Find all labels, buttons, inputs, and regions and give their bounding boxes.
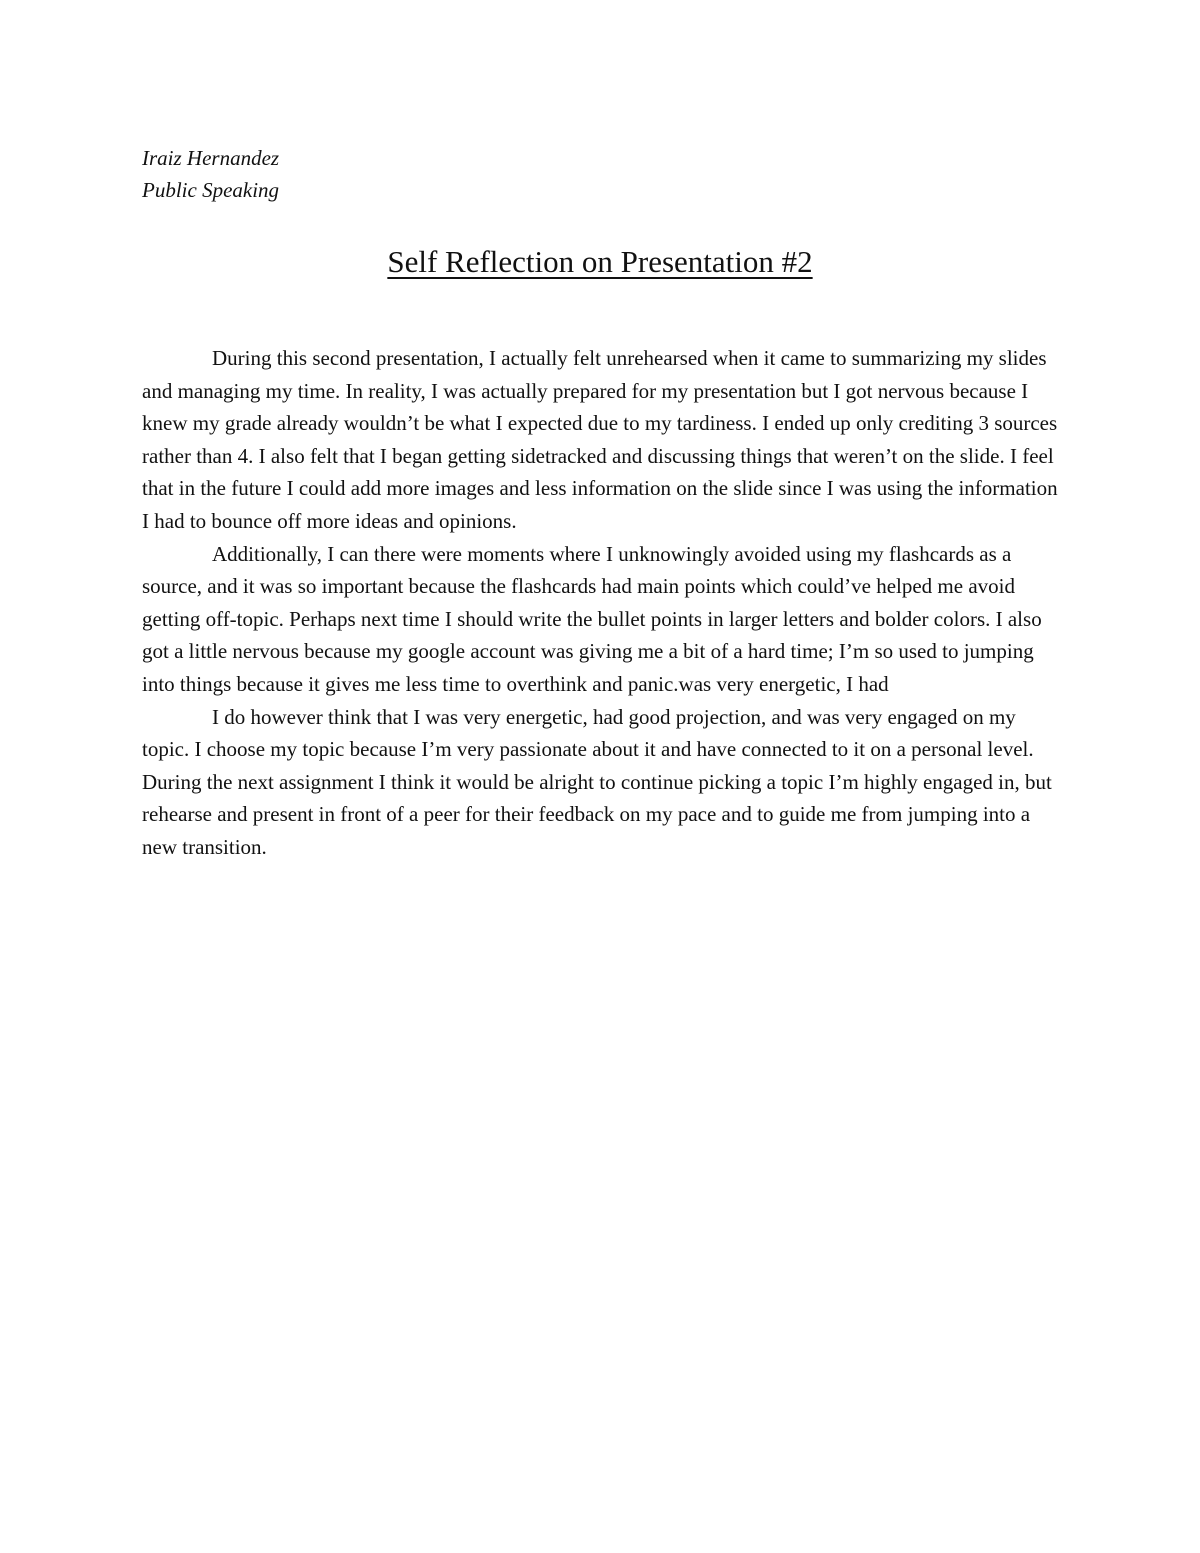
body-paragraph: I do however think that I was very energetic, had good projection, and was very engaged on my topic. I choose my topic because I’m very passionate about it and have connected to it on a personal level. During the next assignment I think it would be alright to continue picking a topic I’m highly engaged in, but rehearse and present in front of a peer for their feedback on my pace and to guide me from jumping into a new transition. bbox=[142, 704, 1052, 859]
document-title: Self Reflection on Presentation #2 bbox=[387, 244, 813, 279]
document-header bbox=[142, 142, 279, 206]
body-paragraph: Additionally, I can there were moments where I unknowingly avoided using my flashcards as a source, and it was so important because the flashcards had main points which could’ve helped me avoid getting off-topic. Perhaps next time I should write the bullet points in larger letters and bolder colors. I also got a little nervous because my google account was giving me a bit of a hard time; I’m so used to jumping into things because it gives me less time to overthink and panic.was very energetic, I had bbox=[142, 541, 1042, 696]
body-paragraph: During this second presentation, I actually felt unrehearsed when it came to summarizing my slides and managing my time. In reality, I was actually prepared for my presentation but I got nervous because I knew my grade already wouldn’t be what I expected due to my tardiness. I ended up only crediting 3 sources rather than 4. I also felt that I began getting sidetracked and discussing things that weren’t on the slide. I feel that in the future I could add more images and less information on the slide since I was using the information I had to bounce off more ideas and opinions. bbox=[142, 346, 1058, 533]
course-name: Public Speaking bbox=[142, 178, 280, 202]
author-name: Iraiz Hernandez bbox=[142, 146, 280, 170]
document-body bbox=[142, 342, 1067, 864]
